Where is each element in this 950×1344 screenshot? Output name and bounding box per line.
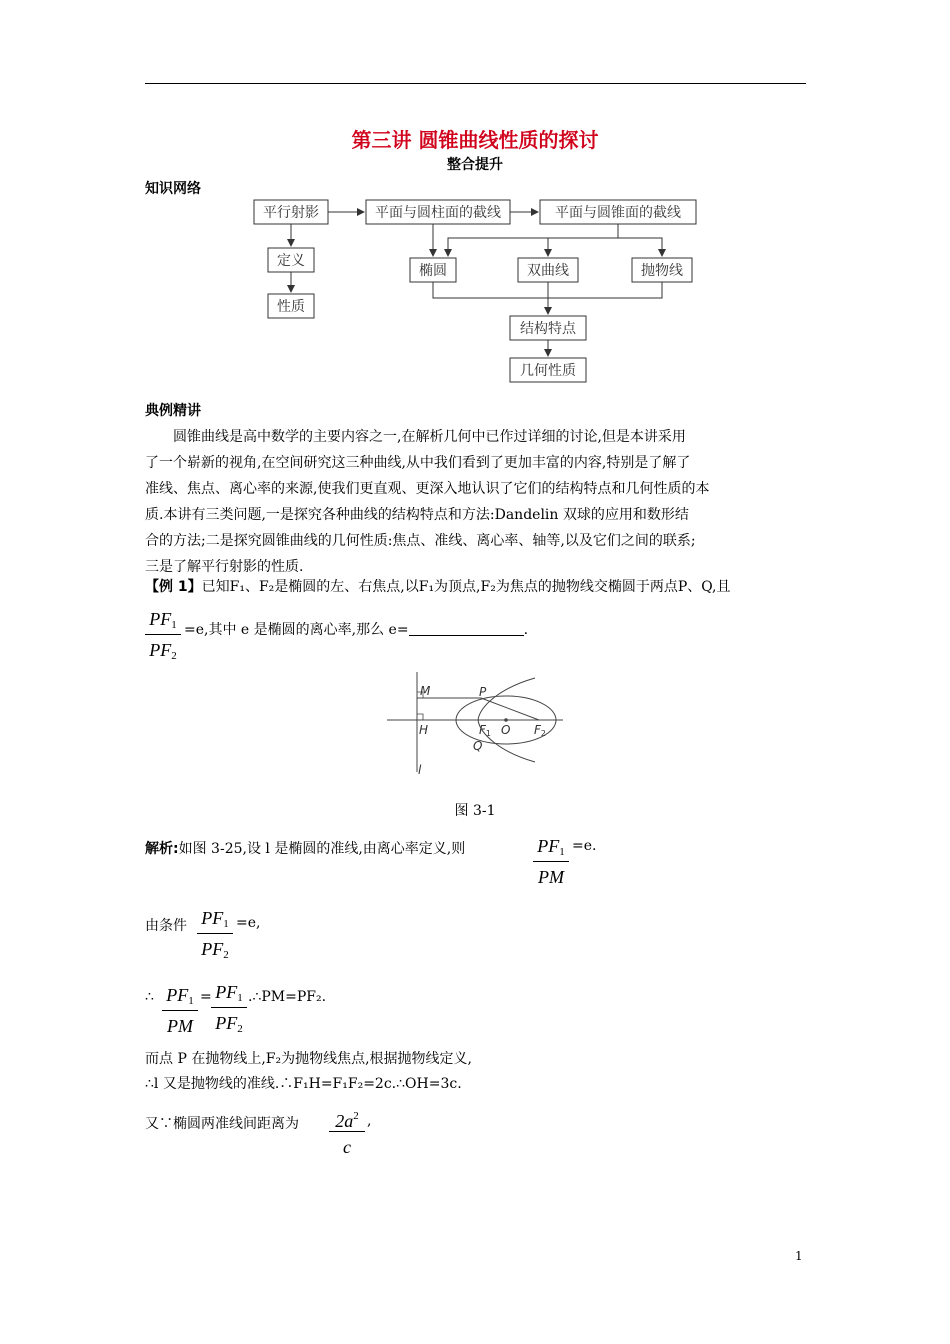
example-condition-text: =e,其中 e 是椭圆的离心率,那么 e= (184, 622, 409, 638)
solution-line-3-pre: ∴ (145, 989, 154, 1005)
example-condition (184, 619, 528, 639)
label-F2: F2 (534, 723, 546, 738)
solution-line-2-pre: 由条件 (145, 918, 187, 934)
solution-line-1-end: =e. (572, 838, 597, 854)
center-point (504, 718, 508, 722)
section-heading-knowledge-network: 知识网络 (145, 181, 201, 197)
fraction-pf1-over-pf2-condition: $PF_1$ $PF_2$ (197, 906, 233, 961)
flow-label-geometry: 几何性质 (520, 363, 576, 379)
fraction-pf1-over-pm-2: $PF_1$ PM (162, 983, 198, 1038)
flow-label-structure: 结构特点 (520, 321, 576, 337)
pf2-segment (481, 698, 539, 720)
solution-line-1 (145, 838, 465, 858)
fraction-pf1-over-pf2: $PF_1$ $PF_2$ (145, 607, 181, 662)
solution-text-1: 如图 3-25,设 l 是椭圆的准线,由离心率定义,则 (178, 841, 466, 857)
label-H: H (419, 723, 429, 737)
label-l: l (418, 763, 422, 777)
knowledge-flowchart (240, 192, 710, 390)
page-subtitle: 整合提升 (447, 157, 503, 173)
intro-line: 了一个崭新的视角,在空间研究这三种曲线,从中我们看到了更加丰富的内容,特别是了解了 (145, 455, 691, 471)
label-Q: Q (473, 739, 483, 753)
intro-paragraph (145, 424, 806, 580)
intro-line: 圆锥曲线是高中数学的主要内容之一,在解析几何中已作过详细的讨论,但是本讲采用 (173, 429, 686, 445)
fraction-2a2-over-c: $2a^2$ c (329, 1104, 365, 1159)
intro-line: 质.本讲有三类问题,一是探究各种曲线的结构特点和方法:Dandelin 双球的应用和数形结 (145, 507, 689, 523)
intro-line: 三是了解平行射影的性质. (145, 559, 304, 575)
intro-line: 准线、焦点、离心率的来源,使我们更直观、更深入地认识了它们的结构特点和几何性质的本 (145, 481, 710, 497)
solution-line-2-end: =e, (236, 915, 261, 931)
fraction-pf1-over-pm: $PF_1$ PM (533, 834, 569, 889)
flow-label-parabola: 抛物线 (641, 263, 683, 279)
section-heading-examples: 典例精讲 (145, 403, 201, 419)
page-number: 1 (795, 1249, 803, 1263)
solution-line-3-end: .∴PM=PF₂. (248, 989, 327, 1005)
label-P: P (479, 685, 487, 699)
label-F1: F1 (479, 723, 491, 738)
figure-ellipse-parabola (385, 668, 565, 780)
solution-line-3-eq: = (200, 989, 212, 1005)
solution-line-4: 而点 P 在抛物线上,F₂为抛物线焦点,根据抛物线定义, (145, 1051, 472, 1067)
label-M: M (420, 684, 431, 698)
figure-caption: 图 3-1 (454, 803, 496, 819)
solution-line-6-end: , (367, 1113, 372, 1129)
example-label: 【例 1】 (145, 579, 202, 595)
solution-line-5: ∴l 又是抛物线的准线.∴F₁H=F₁F₂=2c.∴OH=3c. (145, 1076, 462, 1092)
flow-label-parallel-projection: 平行射影 (263, 205, 319, 221)
fraction-pf1-over-pf2-2: $PF_1$ $PF_2$ (211, 980, 247, 1035)
flow-label-ellipse: 椭圆 (419, 263, 447, 279)
header-rule (145, 83, 806, 84)
flow-label-definition: 定义 (277, 253, 305, 269)
solution-line-6-pre: 又∵椭圆两准线间距离为 (145, 1116, 299, 1132)
flow-label-cylinder-section: 平面与圆柱面的截线 (375, 205, 501, 221)
flow-label-hyperbola: 双曲线 (527, 263, 569, 279)
answer-blank (409, 621, 524, 636)
example-end: . (523, 622, 529, 638)
example-1-statement (145, 576, 730, 596)
example-text: 已知F₁、F₂是椭圆的左、右焦点,以F₁为顶点,F₂为焦点的抛物线交椭圆于两点P、Q,且 (201, 579, 731, 595)
solution-label: 解析: (145, 841, 179, 857)
intro-line: 合的方法;二是探究圆锥曲线的几何性质:焦点、准线、离心率、轴等,以及它们之间的联系; (145, 533, 696, 549)
flow-label-cone-section: 平面与圆锥面的截线 (555, 205, 681, 221)
label-O: O (501, 723, 511, 737)
flow-label-property: 性质 (277, 299, 305, 315)
page-title: 第三讲 圆锥曲线性质的探讨 (351, 128, 599, 152)
